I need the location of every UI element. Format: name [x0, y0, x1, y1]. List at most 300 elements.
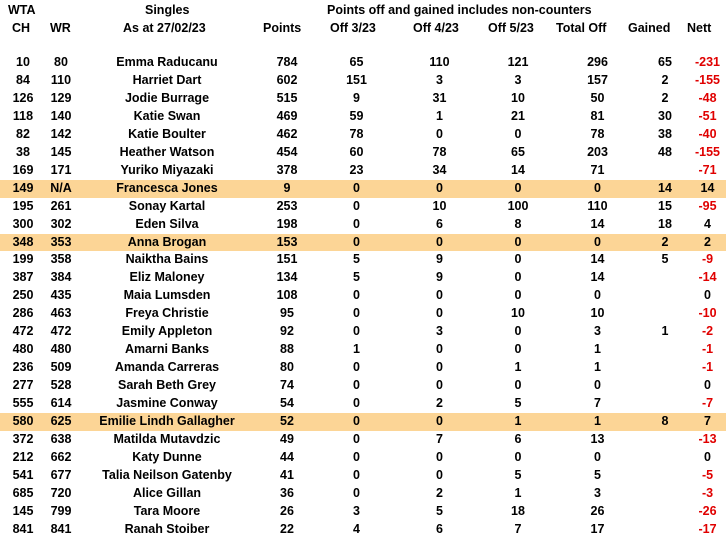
- cell-off-4-23: 0: [436, 342, 443, 357]
- cell-off-5-23: 6: [514, 432, 522, 447]
- cell-gained: [641, 269, 689, 287]
- cell-ch: 82: [16, 126, 30, 141]
- table-row: [0, 449, 726, 467]
- cell-points: 253: [276, 198, 298, 213]
- cell-wr: 463: [50, 306, 72, 321]
- table-row: [0, 198, 726, 216]
- cell-nett: -14: [698, 270, 717, 285]
- cell-points: 151: [276, 252, 298, 267]
- cell-gained: 14: [641, 180, 689, 198]
- cell-points: 9: [258, 180, 316, 198]
- table-row: [0, 521, 726, 539]
- cell-player-name: Heather Watson: [119, 144, 215, 159]
- cell-points: 602: [276, 72, 298, 87]
- cell-off-4-23: 2: [436, 396, 443, 411]
- cell-points: 134: [276, 270, 298, 285]
- cell-off-5-23: 21: [511, 108, 525, 123]
- cell-gained: 65: [658, 55, 672, 69]
- cell-ch: 84: [16, 72, 30, 87]
- cell-off-4-23: 0: [436, 126, 443, 141]
- cell-ch: 199: [12, 252, 34, 267]
- cell-player-name: Katie Boulter: [128, 126, 206, 141]
- cell-ch: 118: [12, 108, 34, 123]
- cell-player-name: Jodie Burrage: [124, 90, 210, 105]
- cell-wr: 720: [50, 485, 72, 500]
- cell-off-5-23: 5: [514, 467, 522, 482]
- cell-off-3-23: 0: [353, 449, 360, 464]
- cell-off-3-23: 3: [353, 503, 360, 518]
- cell-wr: 625: [46, 413, 76, 431]
- cell-wr: 677: [50, 467, 72, 482]
- table-row: [0, 72, 726, 90]
- cell-player-name: Alice Gillan: [132, 485, 202, 500]
- cell-nett: -155: [694, 144, 721, 159]
- cell-off-3-23: 9: [353, 90, 360, 105]
- cell-gained: [641, 287, 689, 305]
- cell-total-off: 50: [590, 90, 605, 105]
- table-row: [0, 287, 726, 305]
- cell-wr: 799: [50, 503, 72, 518]
- cell-points: 515: [276, 90, 298, 105]
- cell-gained: [641, 521, 689, 539]
- cell-points: 74: [280, 378, 294, 393]
- cell-ch: 472: [12, 324, 34, 339]
- cell-wr: 353: [46, 234, 76, 252]
- cell-ch: 841: [12, 521, 34, 536]
- cell-points: 92: [280, 324, 294, 339]
- cell-wr: 302: [50, 216, 72, 231]
- cell-total-off: 14: [590, 252, 605, 267]
- table-row: [0, 305, 726, 323]
- cell-wr: 80: [54, 55, 68, 69]
- cell-total-off: 3: [594, 485, 601, 500]
- table-row-highlighted: [0, 234, 726, 252]
- cell-player-name: Yuriko Miyazaki: [120, 162, 214, 177]
- cell-off-4-23: 2: [436, 485, 443, 500]
- cell-nett: -10: [698, 306, 717, 321]
- cell-off-3-23: 0: [353, 467, 360, 482]
- cell-player-name: Amanda Carreras: [114, 360, 220, 375]
- table-row: [0, 377, 726, 395]
- cell-gained: 30: [658, 108, 672, 123]
- cell-points: 198: [276, 216, 298, 231]
- cell-nett: 0: [704, 378, 711, 393]
- cell-total-off: 0: [554, 234, 641, 252]
- cell-off-3-23: 60: [349, 144, 364, 159]
- cell-ch: 126: [12, 90, 34, 105]
- cell-points: 54: [280, 396, 294, 411]
- cell-nett: -51: [698, 108, 717, 123]
- cell-gained: [641, 162, 689, 180]
- cell-off-5-23: 0: [514, 378, 522, 393]
- cell-points: 22: [280, 521, 294, 536]
- cell-ch: 250: [12, 288, 34, 303]
- cell-total-off: 13: [590, 432, 605, 447]
- cell-player-name: Talia Neilson Gatenby: [102, 467, 232, 482]
- cell-wr: 841: [50, 521, 72, 536]
- cell-total-off: 1: [594, 342, 601, 357]
- cell-points: 26: [280, 503, 294, 518]
- cell-gained: 2: [661, 90, 669, 105]
- cell-nett: -155: [694, 72, 721, 87]
- cell-ch: 685: [12, 485, 34, 500]
- cell-gained: [641, 359, 689, 377]
- cell-player-name: Freya Christie: [125, 306, 209, 321]
- cell-nett: -1: [701, 342, 714, 357]
- cell-off-3-23: 0: [353, 378, 360, 393]
- cell-wr: 435: [50, 288, 72, 303]
- cell-ch: 480: [12, 342, 34, 357]
- cell-off-5-23: 10: [511, 306, 525, 321]
- cell-total-off: 78: [590, 126, 605, 141]
- cell-ch: 300: [12, 216, 34, 231]
- cell-off-5-23: 0: [482, 180, 554, 198]
- rankings-table: [0, 54, 726, 539]
- cell-gained: 18: [658, 216, 672, 231]
- cell-total-off: 71: [590, 162, 605, 177]
- cell-total-off: 17: [590, 521, 605, 536]
- cell-nett: -231: [694, 55, 721, 69]
- cell-gained: 8: [641, 413, 689, 431]
- cell-nett: -7: [701, 396, 714, 411]
- cell-off-3-23: 65: [349, 55, 364, 69]
- cell-off-3-23: 0: [316, 413, 397, 431]
- cell-player-name: Sarah Beth Grey: [118, 378, 216, 393]
- table-body: [0, 54, 726, 539]
- cell-player-name: Tara Moore: [133, 503, 201, 518]
- cell-total-off: 14: [590, 216, 605, 231]
- cell-player-name: Maia Lumsden: [123, 288, 211, 303]
- cell-off-4-23: 0: [436, 306, 443, 321]
- cell-points: 49: [280, 432, 294, 447]
- cell-off-4-23: 5: [436, 503, 443, 518]
- cell-nett: -40: [698, 126, 717, 141]
- cell-off-3-23: 23: [349, 162, 364, 177]
- table-row: [0, 126, 726, 144]
- cell-ch: 10: [16, 55, 30, 69]
- cell-ch: 38: [16, 144, 30, 159]
- cell-off-5-23: 0: [514, 449, 522, 464]
- cell-ch: 541: [12, 467, 34, 482]
- cell-gained: 38: [658, 126, 672, 141]
- table-row: [0, 162, 726, 180]
- cell-off-3-23: 1: [353, 342, 360, 357]
- cell-gained: 1: [661, 324, 669, 339]
- cell-off-4-23: 78: [432, 144, 447, 159]
- cell-total-off: 0: [554, 180, 641, 198]
- cell-gained: [641, 305, 689, 323]
- cell-total-off: 296: [587, 55, 608, 69]
- cell-gained: [641, 485, 689, 503]
- header-as-at: As at 27/02/23: [123, 21, 206, 35]
- cell-total-off: 1: [554, 413, 641, 431]
- cell-ch: 277: [12, 378, 34, 393]
- cell-off-4-23: 6: [436, 216, 443, 231]
- cell-nett: -13: [698, 432, 717, 447]
- table-row: [0, 359, 726, 377]
- cell-total-off: 5: [594, 467, 601, 482]
- cell-total-off: 3: [594, 324, 601, 339]
- cell-total-off: 10: [590, 306, 605, 321]
- cell-points: 52: [258, 413, 316, 431]
- cell-off-5-23: 0: [514, 270, 522, 285]
- header-singles: Singles: [145, 3, 190, 17]
- table-row: [0, 269, 726, 287]
- cell-off-4-23: 0: [397, 180, 482, 198]
- cell-off-3-23: 0: [353, 360, 360, 375]
- cell-off-4-23: 0: [436, 449, 443, 464]
- cell-wr: 145: [50, 144, 72, 159]
- table-row: [0, 54, 726, 72]
- cell-wr: 480: [50, 342, 72, 357]
- header-note: Points off and gained includes non-counters: [327, 3, 592, 17]
- cell-nett: -1: [701, 360, 714, 375]
- cell-off-3-23: 5: [353, 252, 360, 267]
- cell-off-3-23: 4: [353, 521, 360, 536]
- cell-off-3-23: 0: [316, 234, 397, 252]
- cell-wr: 142: [50, 126, 72, 141]
- header-wta: WTA: [8, 3, 36, 17]
- cell-wr: 528: [50, 378, 72, 393]
- cell-player-name: Emma Raducanu: [116, 55, 218, 69]
- header-off-5-23: Off 5/23: [488, 21, 534, 35]
- cell-off-4-23: 0: [436, 360, 443, 375]
- cell-off-3-23: 0: [353, 288, 360, 303]
- cell-ch: 236: [12, 360, 34, 375]
- cell-off-4-23: 7: [436, 432, 443, 447]
- cell-off-3-23: 0: [353, 198, 360, 213]
- cell-player-name: Sonay Kartal: [128, 198, 206, 213]
- cell-player-name: Harriet Dart: [132, 72, 202, 87]
- cell-player-name: Eliz Maloney: [129, 270, 205, 285]
- cell-points: 462: [276, 126, 298, 141]
- table-row: [0, 503, 726, 521]
- cell-player-name: Anna Brogan: [76, 234, 258, 252]
- cell-total-off: 81: [590, 108, 605, 123]
- cell-off-5-23: 100: [507, 198, 529, 213]
- cell-gained: 15: [658, 198, 672, 213]
- cell-player-name: Amarni Banks: [124, 342, 210, 357]
- cell-off-5-23: 1: [514, 360, 522, 375]
- cell-off-4-23: 3: [436, 324, 443, 339]
- cell-points: 80: [280, 360, 294, 375]
- cell-points: 469: [276, 108, 298, 123]
- cell-nett: 14: [689, 180, 726, 198]
- cell-off-4-23: 110: [429, 55, 450, 69]
- table-row: [0, 144, 726, 162]
- cell-off-3-23: 0: [353, 396, 360, 411]
- cell-off-4-23: 9: [436, 252, 443, 267]
- cell-nett: -17: [698, 521, 717, 536]
- cell-wr: 140: [50, 108, 72, 123]
- cell-off-4-23: 34: [432, 162, 447, 177]
- cell-total-off: 1: [594, 360, 601, 375]
- cell-total-off: 203: [587, 144, 608, 159]
- cell-player-name: Naiktha Bains: [125, 252, 209, 267]
- cell-points: 108: [276, 288, 298, 303]
- cell-ch: 372: [12, 432, 34, 447]
- cell-gained: [641, 395, 689, 413]
- cell-off-4-23: 0: [397, 413, 482, 431]
- cell-nett: -95: [698, 198, 717, 213]
- cell-ch: 555: [12, 396, 34, 411]
- cell-gained: 48: [658, 144, 672, 159]
- cell-ch: 212: [12, 449, 34, 464]
- cell-player-name: Matilda Mutavdzic: [113, 432, 221, 447]
- cell-off-4-23: 31: [432, 90, 447, 105]
- cell-off-4-23: 1: [436, 108, 443, 123]
- cell-points: 454: [276, 144, 298, 159]
- cell-player-name: Eden Silva: [135, 216, 199, 231]
- cell-wr: 261: [50, 198, 72, 213]
- cell-points: 153: [258, 234, 316, 252]
- cell-off-4-23: 0: [397, 234, 482, 252]
- cell-off-4-23: 0: [436, 467, 443, 482]
- cell-ch: 387: [12, 270, 34, 285]
- header-points: Points: [263, 21, 302, 35]
- cell-off-3-23: 151: [346, 72, 367, 87]
- cell-points: 378: [276, 162, 298, 177]
- cell-wr: 662: [50, 449, 72, 464]
- cell-points: 36: [280, 485, 294, 500]
- cell-total-off: 0: [594, 378, 601, 393]
- cell-points: 44: [280, 449, 294, 464]
- cell-points: 41: [280, 467, 294, 482]
- cell-total-off: 14: [590, 270, 605, 285]
- cell-off-4-23: 10: [432, 198, 447, 213]
- cell-gained: 2: [641, 234, 689, 252]
- cell-off-5-23: 0: [514, 342, 522, 357]
- cell-gained: [641, 467, 689, 485]
- cell-wr: 358: [50, 252, 72, 267]
- cell-nett: 7: [689, 413, 726, 431]
- cell-gained: [641, 449, 689, 467]
- cell-off-4-23: 0: [436, 378, 443, 393]
- cell-off-3-23: 0: [353, 432, 360, 447]
- cell-ch: 580: [0, 413, 46, 431]
- table-row: [0, 108, 726, 126]
- table-row: [0, 341, 726, 359]
- cell-total-off: 0: [594, 449, 601, 464]
- cell-off-5-23: 3: [514, 72, 522, 87]
- cell-ch: 145: [12, 503, 34, 518]
- cell-wr: 638: [50, 432, 72, 447]
- cell-off-5-23: 18: [511, 503, 525, 518]
- cell-ch: 195: [12, 198, 34, 213]
- cell-off-5-23: 8: [514, 216, 522, 231]
- cell-off-3-23: 0: [353, 485, 360, 500]
- cell-player-name: Ranah Stoiber: [124, 521, 210, 536]
- cell-total-off: 157: [587, 72, 608, 87]
- cell-total-off: 0: [594, 288, 601, 303]
- header-gained: Gained: [628, 21, 671, 35]
- cell-off-3-23: 78: [349, 126, 364, 141]
- cell-off-3-23: 0: [353, 306, 360, 321]
- cell-total-off: 110: [587, 198, 608, 213]
- cell-wr: 129: [50, 90, 72, 105]
- cell-off-5-23: 14: [511, 162, 525, 177]
- cell-player-name: Katy Dunne: [132, 449, 202, 464]
- header-off-3-23: Off 3/23: [330, 21, 376, 35]
- cell-points: 88: [280, 342, 294, 357]
- header-nett: Nett: [687, 21, 712, 35]
- cell-off-4-23: 9: [436, 270, 443, 285]
- cell-player-name: Francesca Jones: [76, 180, 258, 198]
- table-row: [0, 431, 726, 449]
- cell-off-4-23: 6: [436, 521, 443, 536]
- table-row: [0, 467, 726, 485]
- cell-total-off: 7: [594, 396, 601, 411]
- cell-nett: -26: [698, 503, 717, 518]
- cell-wr: 472: [50, 324, 72, 339]
- cell-wr: 384: [50, 270, 72, 285]
- cell-nett: -3: [701, 485, 714, 500]
- cell-points: 95: [280, 306, 294, 321]
- cell-off-5-23: 7: [514, 521, 522, 536]
- table-row: [0, 485, 726, 503]
- cell-off-5-23: 1: [482, 413, 554, 431]
- cell-off-5-23: 1: [514, 485, 522, 500]
- cell-wr: 509: [50, 360, 72, 375]
- cell-ch: 169: [12, 162, 34, 177]
- header-total-off: Total Off: [556, 21, 607, 35]
- cell-wr: N/A: [46, 180, 76, 198]
- cell-wr: 614: [50, 396, 72, 411]
- cell-off-3-23: 59: [349, 108, 364, 123]
- table-row: [0, 323, 726, 341]
- cell-nett: -2: [701, 324, 714, 339]
- cell-nett: 0: [704, 449, 711, 464]
- cell-points: 784: [276, 55, 298, 69]
- cell-player-name: Emily Appleton: [121, 324, 213, 339]
- cell-gained: [641, 377, 689, 395]
- cell-nett: -71: [698, 162, 717, 177]
- cell-wr: 171: [50, 162, 72, 177]
- cell-off-5-23: 65: [511, 144, 525, 159]
- cell-off-5-23: 0: [482, 234, 554, 252]
- cell-ch: 149: [0, 180, 46, 198]
- cell-off-5-23: 10: [511, 90, 525, 105]
- table-row-highlighted: [0, 180, 726, 198]
- cell-off-5-23: 0: [514, 252, 522, 267]
- cell-off-5-23: 0: [514, 288, 522, 303]
- cell-nett: 4: [704, 216, 711, 231]
- cell-wr: 110: [50, 72, 72, 87]
- cell-gained: 5: [661, 252, 669, 267]
- cell-gained: 2: [661, 72, 669, 87]
- table-row-highlighted: [0, 413, 726, 431]
- table-row: [0, 395, 726, 413]
- cell-ch: 286: [12, 306, 34, 321]
- cell-player-name: Katie Swan: [133, 108, 201, 123]
- cell-off-3-23: 0: [353, 216, 360, 231]
- cell-nett: 2: [689, 234, 726, 252]
- cell-ch: 348: [0, 234, 46, 252]
- cell-off-3-23: 0: [316, 180, 397, 198]
- cell-total-off: 26: [590, 503, 605, 518]
- cell-nett: 0: [704, 288, 711, 303]
- cell-off-5-23: 0: [514, 324, 522, 339]
- cell-gained: [641, 503, 689, 521]
- table-row: [0, 251, 726, 269]
- cell-gained: [641, 431, 689, 449]
- cell-player-name: Jasmine Conway: [116, 396, 218, 411]
- header-wr: WR: [50, 21, 71, 35]
- cell-gained: [641, 341, 689, 359]
- cell-nett: -5: [701, 467, 714, 482]
- header-ch: CH: [12, 21, 31, 35]
- cell-off-5-23: 5: [514, 396, 522, 411]
